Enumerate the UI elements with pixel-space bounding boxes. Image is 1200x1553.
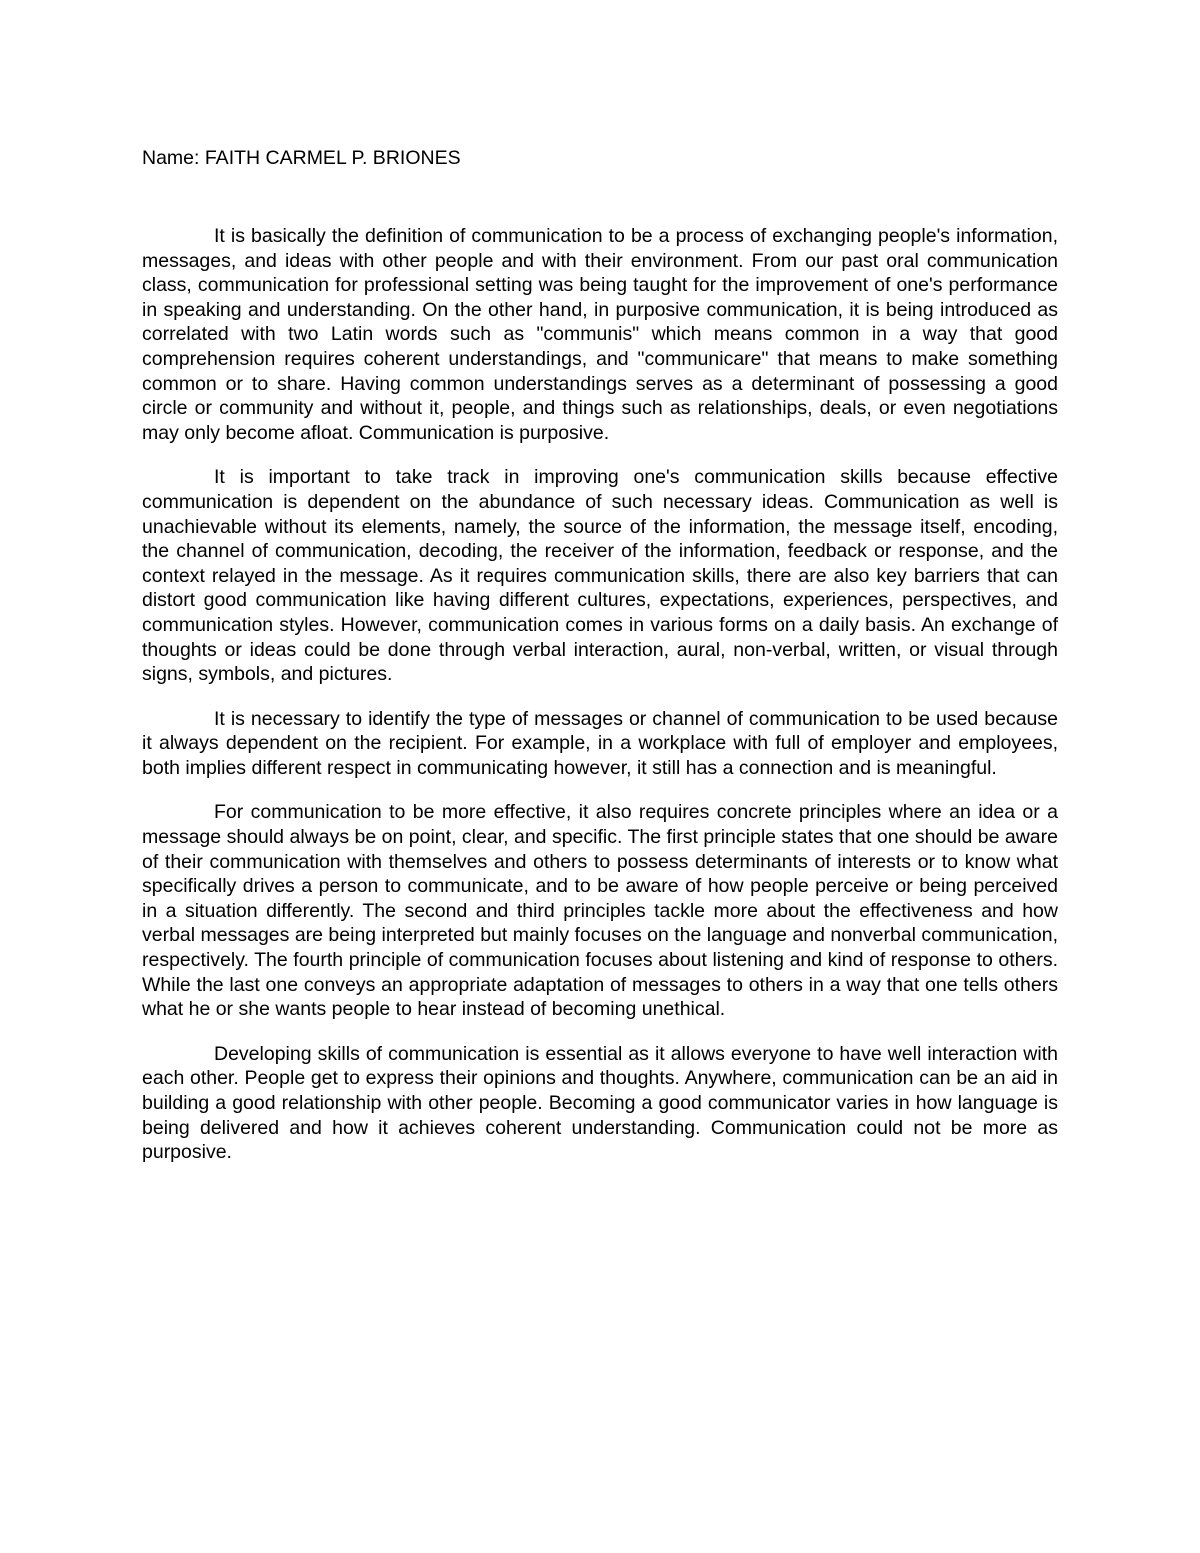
- essay-body: [142, 224, 1058, 1185]
- paragraph-2: It is important to take track in improving one's communication skills because effective communication is dependent on the abundance of such necessary ideas. Communication as well is unachievable without its elements, namely, the source of the information, the message itself, encoding, the channel of communication, decoding, the receiver of the information, feedback or response, and the context relayed in the message. As it requires communication skills, there are also key barriers that can distort good communication like having different cultures, expectations, experiences, perspectives, and communication styles. However, communication comes in various forms on a daily basis. An exchange of thoughts or ideas could be done through verbal interaction, aural, non-verbal, written, or visual through signs, symbols, and pictures.: [142, 466, 1058, 686]
- paragraph-3: It is necessary to identify the type of messages or channel of communication to be used because it always dependent on the recipient. For example, in a workplace with full of employer and employees, both implies different respect in communicating however, it still has a connection and is meaningful.: [142, 707, 1058, 779]
- paragraph-5: Developing skills of communication is essential as it allows everyone to have well interaction with each other. People get to express their opinions and thoughts. Anywhere, communication can be an aid in building a good relationship with other people. Becoming a good communicator varies in how language is being delivered and how it achieves coherent understanding. Communication could not be more as purposive.: [142, 1042, 1058, 1164]
- author-name-line: Name: FAITH CARMEL P. BRIONES: [142, 147, 461, 169]
- paragraph-4: For communication to be more effective, it also requires concrete principles where an idea or a message should always be on point, clear, and specific. The first principle states that one should be aware of their communication with themselves and others to possess determinants of interests or to know what specifically drives a person to communicate, and to be aware of how people perceive or being perceived in a situation differently. The second and third principles tackle more about the effectiveness and how verbal messages are being interpreted but mainly focuses on the language and nonverbal communication, respectively. The fourth principle of communication focuses about listening and kind of response to others. While the last one conveys an appropriate adaptation of messages to others in a way that one tells others what he or she wants people to hear instead of becoming unethical.: [142, 801, 1058, 1021]
- paragraph-1: It is basically the definition of communication to be a process of exchanging people's information, messages, and ideas with other people and with their environment. From our past oral communication class, communication for professional setting was being taught for the improvement of one's performance in speaking and understanding. On the other hand, in purposive communication, it is being introduced as correlated with two Latin words such as "communis" which means common in a way that good comprehension requires coherent understandings, and "communicare" that means to make something common or to share. Having common understandings serves as a determinant of possessing a good circle or community and without it, people, and things such as relationships, deals, or even negotiations may only become afloat. Communication is purposive.: [142, 225, 1058, 444]
